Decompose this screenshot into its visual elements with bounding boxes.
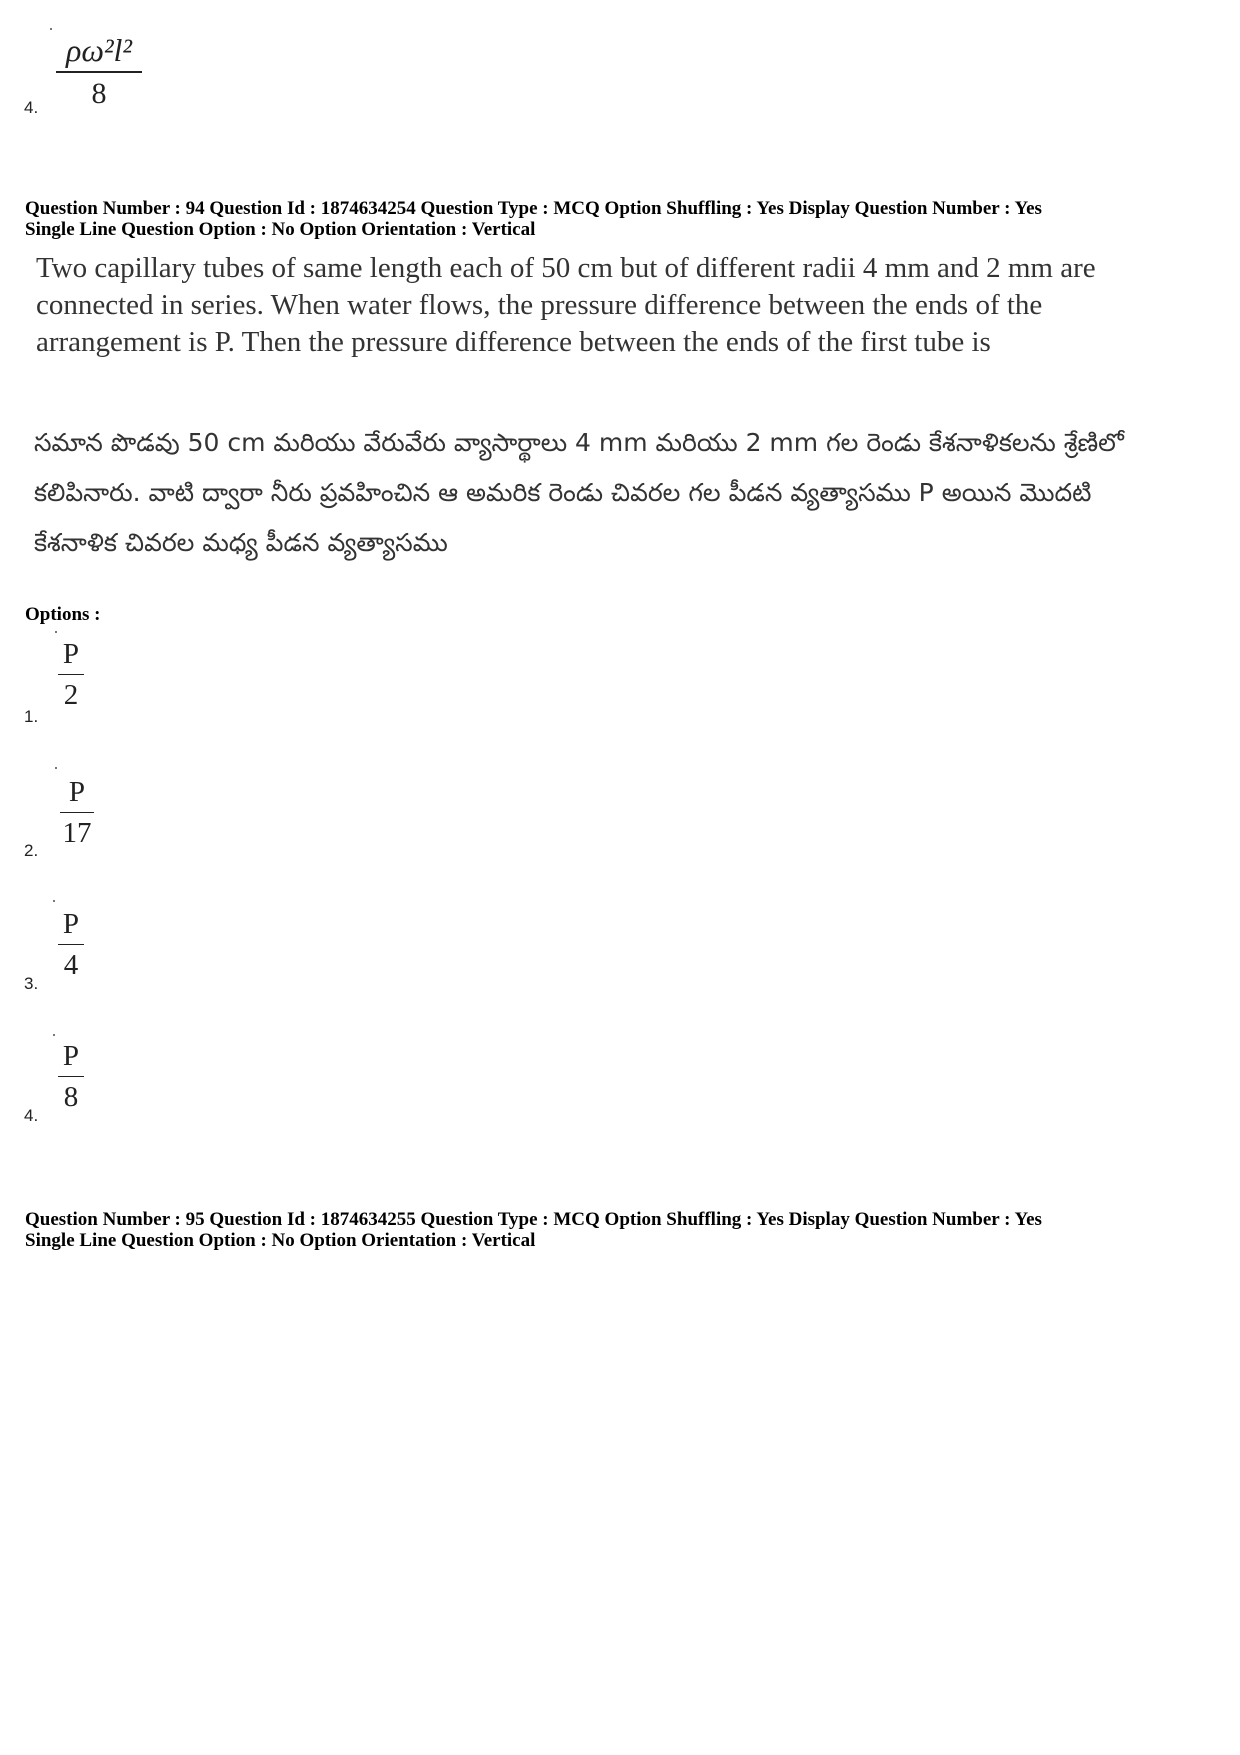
q94-question-text-telugu: సమాన పొడవు 50 cm మరియు వేరువేరు వ్యాసార్థాలు 4 mm మరియు 2 mm గల రెండు కేశనాళికలను శ్రేణిలో కలిపినారు. వాటి ద్వారా నీరు ప్రవహించిన ఆ అమరిక రెండు చివరల గల పీడన వ్యత్యాసము P అయిన మొదటి కేశనాళిక చివరల మధ్య పీడన వ్యత్యాసము [34, 428, 1124, 557]
fraction-denominator: 2 [63, 679, 79, 711]
fraction-denominator: 8 [91, 77, 107, 110]
fraction-numerator: P [62, 1040, 80, 1072]
scan-dot [55, 631, 57, 633]
q94-question-text-english: Two capillary tubes of same length each of 50 cm but of different radii 4 mm and 2 mm are connected in series. When water flows, the pressure difference between the ends of the arrangement is P. Then the pressure difference between the ends of the first tube is [36, 252, 1096, 358]
fraction-denominator: 4 [63, 949, 79, 981]
scan-dot [53, 1034, 55, 1036]
scan-dot [50, 28, 52, 30]
option-2-number[interactable]: 2. [24, 841, 39, 860]
option-1-number[interactable]: 1. [24, 707, 39, 726]
fraction-numerator: ρω²l² [65, 32, 133, 68]
fraction-numerator: P [62, 638, 80, 670]
q95-meta-line2: Single Line Question Option : No Option Orientation : Vertical [25, 1230, 536, 1251]
fraction-bar [58, 674, 84, 675]
scan-dot [53, 900, 55, 902]
option-2-fraction[interactable] [60, 778, 94, 848]
option-4-number[interactable]: 4. [24, 1106, 39, 1125]
option-3-number[interactable]: 3. [24, 974, 39, 993]
q94-meta-line1: Question Number : 94 Question Id : 1874634254 Question Type : MCQ Option Shuffling : Yes Display Question Number : Yes [25, 198, 1042, 219]
option-1-fraction[interactable] [58, 640, 84, 710]
prev-option-4-fraction [56, 34, 142, 109]
fraction-numerator: P [68, 776, 86, 808]
fraction-bar [60, 812, 94, 813]
q94-meta-line2: Single Line Question Option : No Option Orientation : Vertical [25, 219, 536, 240]
fraction-bar [56, 71, 142, 73]
option-4-fraction[interactable] [58, 1042, 84, 1112]
options-label: Options : [25, 604, 101, 625]
fraction-bar [58, 1076, 84, 1077]
fraction-denominator: 8 [63, 1081, 79, 1113]
q95-meta-line1: Question Number : 95 Question Id : 1874634255 Question Type : MCQ Option Shuffling : Yes Display Question Number : Yes [25, 1209, 1042, 1230]
fraction-denominator: 17 [62, 817, 92, 849]
prev-option-4-number: 4. [24, 98, 39, 117]
fraction-bar [58, 944, 84, 945]
fraction-numerator: P [62, 908, 80, 940]
scan-dot [55, 767, 57, 769]
option-3-fraction[interactable] [58, 910, 84, 980]
